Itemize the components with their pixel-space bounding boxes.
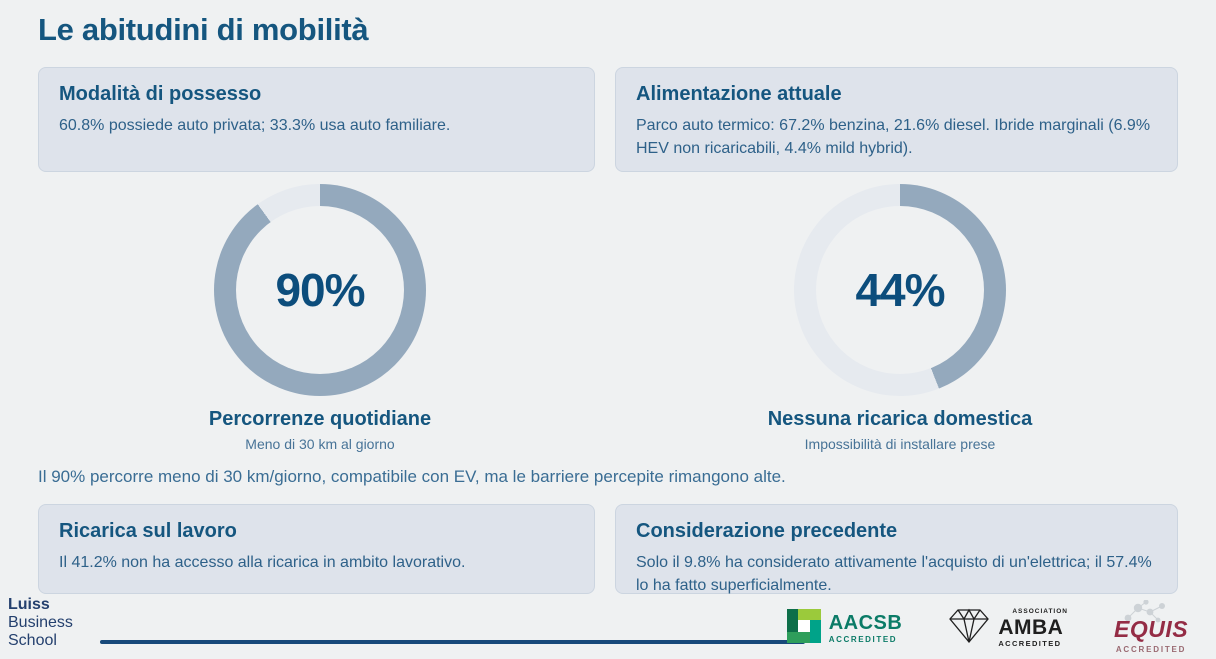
amba-sublabel: ACCREDITED: [998, 638, 1062, 648]
page-title: Le abitudini di mobilità: [38, 12, 369, 47]
donut-value-label: 90%: [275, 264, 365, 316]
card-body: Solo il 9.8% ha considerato attivamente l'acquisto di un'elettrica; il 57.4% lo ha fatto superficialmente.: [636, 554, 1152, 594]
donut-title: Percorrenze quotidiane: [208, 408, 432, 430]
donut-title: Nessuna ricarica domestica: [767, 408, 1033, 430]
equis-sublabel: ACCREDITED: [1115, 645, 1187, 654]
card-body: Parco auto termico: 67.2% benzina, 21.6% diesel. Ibride marginali (6.9% HEV non ricaricabili, 4.4% mild hybrid).: [636, 117, 1151, 157]
donut-subtitle: Impossibilità di installare prese: [804, 436, 996, 452]
brand-line-3: School: [8, 632, 57, 649]
donut-caption-ricarica-domestica: [700, 408, 1100, 452]
donut-chart-ricarica-domestica: [794, 184, 1006, 396]
amba-logo: [948, 607, 1068, 650]
card-ricarica-lavoro: [38, 504, 595, 594]
card-considerazione-precedente: [615, 504, 1178, 594]
brand-line-2: Business: [8, 614, 73, 631]
card-alimentazione-attuale: [615, 67, 1178, 172]
card-title: Modalità di possesso: [59, 83, 262, 105]
card-title: Alimentazione attuale: [636, 83, 842, 105]
card-body: 60.8% possiede auto privata; 33.3% usa auto familiare.: [59, 117, 451, 134]
amba-label: AMBA: [998, 615, 1064, 639]
amba-toplabel: ASSOCIATION: [1012, 608, 1068, 615]
card-body: Il 41.2% non ha accesso alla ricarica in ambito lavorativo.: [59, 554, 466, 571]
card-modalita-possesso: [38, 67, 595, 172]
aacsb-logo: [787, 609, 903, 648]
aacsb-sublabel: ACCREDITED: [828, 634, 898, 644]
aacsb-label: AACSB: [828, 611, 903, 634]
donut-caption-percorrenze: [120, 408, 520, 452]
equis-logo: [1114, 602, 1198, 654]
donut-chart-percorrenze: [214, 184, 426, 396]
aacsb-pinwheel-icon: [787, 609, 821, 648]
donut-subtitle: Meno di 30 km al giorno: [245, 436, 395, 452]
footer-divider-line: [100, 640, 805, 644]
donut-value-label: 44%: [855, 264, 945, 316]
card-title: Ricarica sul lavoro: [59, 520, 237, 542]
luiss-logo: [8, 596, 73, 650]
amba-diamond-icon: [948, 607, 990, 650]
brand-line-1: Luiss: [8, 596, 50, 613]
insight-text: Il 90% percorre meno di 30 km/giorno, compatibile con EV, ma le barriere percepite rimangono alte.: [38, 467, 786, 486]
card-title: Considerazione precedente: [636, 520, 898, 542]
equis-label: EQUIS: [1114, 616, 1189, 642]
accreditation-logos: [787, 602, 1198, 654]
